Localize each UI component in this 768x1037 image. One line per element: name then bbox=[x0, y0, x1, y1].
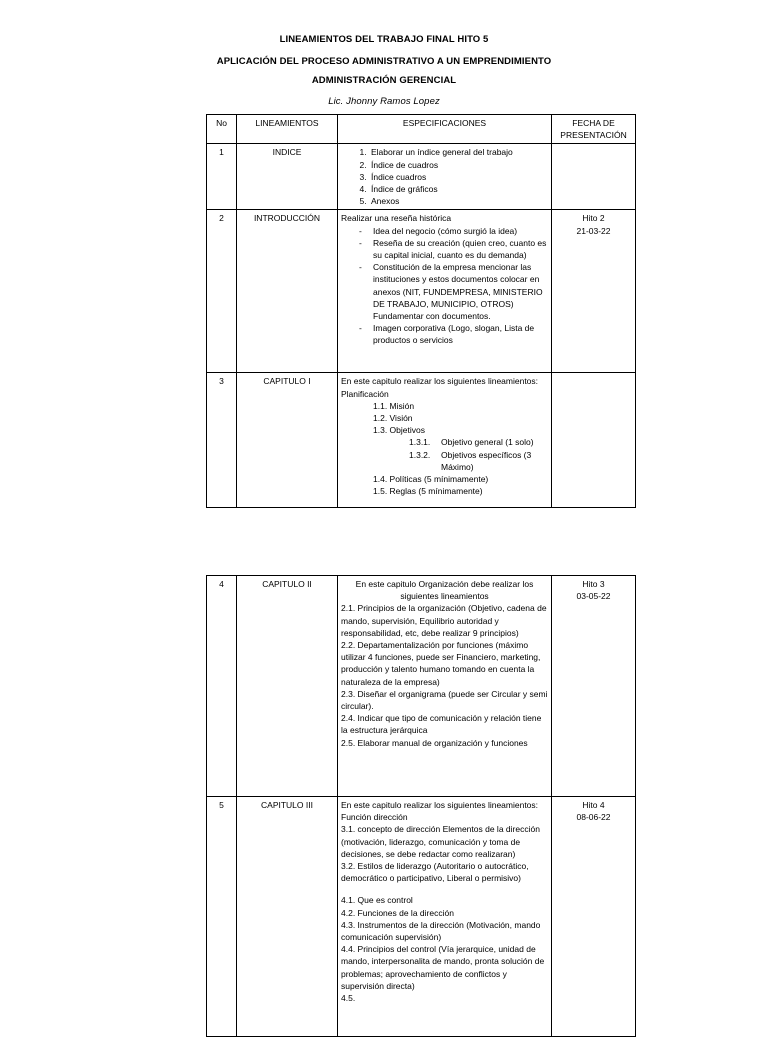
fecha-hito: Hito 3 bbox=[582, 579, 605, 589]
introduction-bullets bbox=[341, 225, 548, 347]
row-intro: En este capitulo realizar los siguientes lineamientos: Planificación bbox=[341, 376, 539, 399]
fecha-date: 03-05-22 bbox=[576, 591, 611, 602]
table-header-row bbox=[207, 115, 636, 144]
row-lineamiento: CAPITULO III bbox=[237, 797, 338, 1037]
item-number: 1.3.2. bbox=[409, 449, 431, 460]
guidelines-table-part-2 bbox=[206, 575, 636, 1037]
row-fecha bbox=[552, 797, 636, 1037]
mision-item: 1.1. Misión bbox=[373, 400, 415, 411]
item-number: 1.3.1. bbox=[409, 437, 431, 448]
paragraph: 4.1. Que es control bbox=[341, 895, 413, 906]
list-item: - Reseña de su creación (quien creo, cuanto es su capital inicial, cuanto es du demanda) bbox=[341, 237, 548, 261]
row-especificaciones bbox=[338, 373, 552, 508]
teacher-name: Lic. Jhonny Ramos Lopez bbox=[328, 96, 440, 107]
row-lineamiento: INTRODUCCIÓN bbox=[237, 210, 338, 373]
guidelines-table-part-1 bbox=[206, 114, 636, 508]
row-fecha bbox=[552, 144, 636, 210]
row-number: 2 bbox=[207, 210, 237, 373]
subject-name: ADMINISTRACIÓN GERENCIAL bbox=[311, 75, 457, 86]
paragraph: 3.1. concepto de dirección Elementos de la dirección (motivación, liderazgo, comunicación y toma de decisiones, se debe redactar como realizaran) bbox=[341, 824, 540, 859]
paragraph: 2.4. Indicar que tipo de comunicación y relación tiene la estructura jerárquica bbox=[341, 713, 542, 736]
table-row bbox=[207, 373, 636, 508]
row-intro: En este capitulo realizar los siguientes lineamientos: Función dirección bbox=[341, 800, 539, 823]
list-item: 5. Anexos bbox=[369, 195, 548, 207]
header-fecha-line2: PRESENTACIÓN bbox=[560, 130, 627, 141]
list-item: 1. Elaborar un índice general del trabajo bbox=[369, 146, 548, 158]
document-title: LINEAMIENTOS DEL TRABAJO FINAL HITO 5 bbox=[279, 34, 489, 45]
paragraph: 4.4. Principios del control (Vía jerarquice, unidad de mando, interpersonalita de mando, pronta solución de problemas; aprovechamiento de conflictos y supervisión directa) bbox=[341, 944, 545, 991]
paragraph: 2.2. Departamentalización por funciones (máximo utilizar 4 funciones, puede ser Financiero, marketing, producción y talento humano tomando en cuenta la naturaleza de la empresa) bbox=[341, 640, 541, 687]
reglas-item: 1.5. Reglas (5 mínimamente) bbox=[373, 486, 483, 497]
fecha-hito: Hito 4 bbox=[582, 800, 605, 810]
vision-item: 1.2. Visión bbox=[373, 413, 413, 424]
header-lineamientos: LINEAMIENTOS bbox=[237, 115, 338, 144]
list-item: 3. Índice cuadros bbox=[369, 171, 548, 183]
row-intro: Realizar una reseña histórica bbox=[341, 213, 452, 224]
paragraph: 4.5. bbox=[341, 993, 356, 1004]
row-lineamiento: CAPITULO I bbox=[237, 373, 338, 508]
fecha-date: 21-03-22 bbox=[576, 225, 611, 236]
list-item: 4. Índice de gráficos bbox=[369, 183, 548, 195]
item-text: Objetivo general (1 solo) bbox=[441, 437, 534, 448]
table-row bbox=[207, 210, 636, 373]
paragraph: 2.1. Principios de la organización (Objetivo, cadena de mando, supervisión, Equilibrio autoridad y responsabilidad, etc, debe realizar 9 principios) bbox=[341, 603, 547, 638]
item-text: Objetivos específicos (3 Máximo) bbox=[441, 449, 532, 472]
row-especificaciones bbox=[338, 576, 552, 797]
header-fecha-line1: FECHA DE bbox=[572, 118, 615, 128]
paragraph: 4.2. Funciones de la dirección bbox=[341, 907, 454, 918]
document-subtitle: APLICACIÓN DEL PROCESO ADMINISTRATIVO A UN EMPRENDIMIENTO bbox=[216, 56, 552, 67]
paragraph: 3.2. Estilos de liderazgo (Autoritario o autocrático, democrático o participativo, Liberal o permisivo) bbox=[341, 861, 529, 884]
list-item: - Idea del negocio (cómo surgió la idea) bbox=[341, 225, 548, 237]
row-fecha bbox=[552, 373, 636, 508]
header-no: No bbox=[207, 115, 237, 144]
objetivos-item: 1.3. Objetivos bbox=[373, 425, 425, 436]
row-number: 4 bbox=[207, 576, 237, 797]
row-especificaciones bbox=[338, 210, 552, 373]
table-row bbox=[207, 797, 636, 1037]
header-fecha bbox=[552, 115, 636, 144]
row-especificaciones bbox=[338, 144, 552, 210]
row-fecha bbox=[552, 210, 636, 373]
objetivos-especificos-item bbox=[341, 449, 548, 473]
header-especificaciones: ESPECIFICACIONES bbox=[338, 115, 552, 144]
row-number: 1 bbox=[207, 144, 237, 210]
row-lineamiento: INDICE bbox=[237, 144, 338, 210]
fecha-date: 08-06-22 bbox=[576, 812, 611, 823]
paragraph: 2.5. Elaborar manual de organización y funciones bbox=[341, 737, 528, 748]
list-item: - Imagen corporativa (Logo, slogan, Lista de productos o servicios bbox=[341, 322, 548, 346]
paragraph-gap bbox=[341, 884, 548, 894]
row-number: 3 bbox=[207, 373, 237, 508]
index-list bbox=[341, 146, 548, 207]
row-fecha bbox=[552, 576, 636, 797]
row-number: 5 bbox=[207, 797, 237, 1037]
objetivo-general-item bbox=[341, 436, 548, 448]
row-especificaciones bbox=[338, 797, 552, 1037]
list-item: 2. Índice de cuadros bbox=[369, 159, 548, 171]
table-row bbox=[207, 576, 636, 797]
row-intro: En este capitulo Organización debe realizar los siguientes lineamientos bbox=[355, 579, 534, 602]
list-item: - Constitución de la empresa mencionar las instituciones y estos documentos colocar en anexos (NIT, FUNDEMPRESA, MINISTERIO DE TRABAJO, MUNICIPIO, OTROS) Fundamentar con documentos. bbox=[341, 261, 548, 322]
paragraph: 2.3. Diseñar el organigrama (puede ser Circular y semi circular). bbox=[341, 688, 548, 712]
row-lineamiento: CAPITULO II bbox=[237, 576, 338, 797]
fecha-hito: Hito 2 bbox=[582, 213, 605, 224]
paragraph: 4.3. Instrumentos de la dirección (Motivación, mando comunicación supervisión) bbox=[341, 919, 541, 943]
table-row bbox=[207, 144, 636, 210]
politicas-item: 1.4. Políticas (5 mínimamente) bbox=[373, 474, 489, 485]
